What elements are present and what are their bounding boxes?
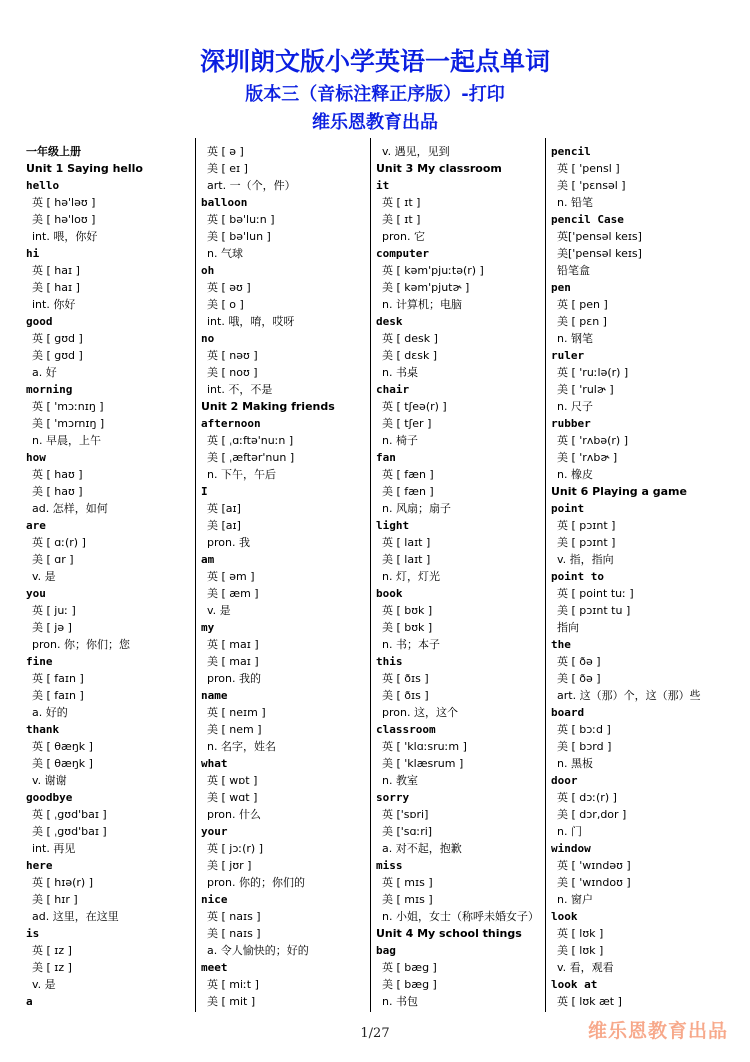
- vocab-word: hello: [26, 179, 60, 192]
- entry-detail: 英 [ ˌɑːftə'nuːn ]: [207, 434, 294, 447]
- word-column-4: [551, 143, 701, 1010]
- entry-detail: 英 [ bɔːd ]: [557, 723, 611, 736]
- entry-detail: 铅笔盒: [557, 264, 590, 277]
- entry-detail: 美 [ faɪn ]: [32, 689, 84, 702]
- entry-detail: 美 [ 'rulɚ ]: [557, 383, 614, 396]
- entry-detail: 美 [ bʊk ]: [382, 621, 433, 634]
- entry-detail: n. 下午，午后: [207, 468, 276, 481]
- entry-detail: 美 [ lʊk ]: [557, 944, 604, 957]
- page-title: 深圳朗文版小学英语一起点单词: [199, 47, 550, 76]
- entry-detail: 英 [ 'rʌbə(r) ]: [557, 434, 628, 447]
- entry-detail: 美 [ hə'loʊ ]: [32, 213, 96, 226]
- vocab-word: look: [551, 910, 578, 923]
- entry-detail: n. 书桌: [382, 366, 418, 379]
- entry-detail: 美 [ jʊr ]: [207, 859, 252, 872]
- entry-detail: n. 名字，姓名: [207, 740, 276, 753]
- entry-detail: 美 [ ɪt ]: [382, 213, 421, 226]
- entry-detail: pron. 什么: [207, 808, 261, 821]
- vocab-word: my: [201, 621, 215, 634]
- entry-detail: 美 [ tʃer ]: [382, 417, 432, 430]
- entry-detail: 英 [ bæg ]: [382, 961, 437, 974]
- entry-detail: 美 [ o ]: [207, 298, 244, 311]
- entry-detail: a. 对不起，抱歉: [382, 842, 462, 855]
- entry-detail: a. 好的: [32, 706, 68, 719]
- column-divider: [195, 138, 196, 1012]
- vocab-word: here: [26, 859, 53, 872]
- section-heading: 一年级上册: [26, 145, 81, 158]
- entry-detail: 英 [ lʊk ]: [557, 927, 604, 940]
- vocab-word: it: [376, 179, 390, 192]
- vocab-word: nice: [201, 893, 228, 906]
- entry-detail: n. 教室: [382, 774, 418, 787]
- entry-detail: n. 早晨，上午: [32, 434, 101, 447]
- entry-detail: 美 [ æm ]: [207, 587, 259, 600]
- entry-detail: v. 是: [207, 604, 231, 617]
- entry-detail: 英 [ desk ]: [382, 332, 438, 345]
- entry-detail: 美 [ 'mɔrnɪŋ ]: [32, 417, 105, 430]
- entry-detail: ad. 这里，在这里: [32, 910, 119, 923]
- entry-detail: v. 看，观看: [557, 961, 614, 974]
- entry-detail: 英 [ maɪ ]: [207, 638, 259, 651]
- entry-detail: 美 [ ðə ]: [557, 672, 601, 685]
- entry-detail: art. 这（那）个，这（那）些: [557, 689, 701, 702]
- vocab-word: chair: [376, 383, 410, 396]
- entry-detail: 英 [ ə ]: [207, 145, 244, 158]
- entry-detail: 英 [ point tuː ]: [557, 587, 634, 600]
- entry-detail: 英 [ bə'luːn ]: [207, 213, 275, 226]
- entry-detail: 英 [ əʊ ]: [207, 281, 251, 294]
- entry-detail: 美 [ ɪz ]: [32, 961, 72, 974]
- entry-detail: 英 [ haʊ ]: [32, 468, 83, 481]
- entry-detail: 英 [ tʃeə(r) ]: [382, 400, 447, 413]
- entry-detail: 英 [ 'mɔːnɪŋ ]: [32, 400, 104, 413]
- entry-detail: 英 [ hɪə(r) ]: [32, 876, 94, 889]
- entry-detail: 美 [ ˌæftər'nun ]: [207, 451, 295, 464]
- entry-detail: 美 [ hɪr ]: [32, 893, 78, 906]
- word-column-2: [201, 143, 335, 1010]
- entry-detail: 美 [ gʊd ]: [32, 349, 83, 362]
- publisher-line: 维乐恩教育出品: [312, 112, 438, 133]
- page-number: 1/27: [360, 1026, 390, 1041]
- vocab-word: sorry: [376, 791, 410, 804]
- entry-detail: 英 [ 'ruːlə(r) ]: [557, 366, 629, 379]
- vocab-word: miss: [376, 859, 403, 872]
- entry-detail: 英 [ laɪt ]: [382, 536, 431, 549]
- vocab-word: oh: [201, 264, 215, 277]
- entry-detail: 美 [ bɔrd ]: [557, 740, 612, 753]
- entry-detail: 英 [ ɪz ]: [32, 944, 72, 957]
- entry-detail: 美 [aɪ]: [207, 519, 241, 532]
- entry-detail: 美 [ ɑr ]: [32, 553, 74, 566]
- entry-detail: art. 一（个，件）: [207, 179, 296, 192]
- vocab-word: afternoon: [201, 417, 261, 430]
- vocab-word: rubber: [551, 417, 591, 430]
- vocab-word: what: [201, 757, 228, 770]
- entry-detail: 英 [ pen ]: [557, 298, 608, 311]
- entry-detail: ad. 怎样，如何: [32, 502, 108, 515]
- entry-detail: 美 [ bæg ]: [382, 978, 437, 991]
- entry-detail: 英 [ bʊk ]: [382, 604, 433, 617]
- entry-detail: a. 令人愉快的；好的: [207, 944, 309, 957]
- entry-detail: 美 [ ðɪs ]: [382, 689, 429, 702]
- entry-detail: int. 喂，你好: [32, 230, 98, 243]
- section-heading: Unit 1 Saying hello: [26, 162, 143, 175]
- vocab-word: is: [26, 927, 40, 940]
- section-heading: Unit 6 Playing a game: [551, 485, 687, 498]
- vocab-word: the: [551, 638, 571, 651]
- entry-detail: pron. 我: [207, 536, 250, 549]
- entry-detail: 英 [ lʊk æt ]: [557, 995, 622, 1008]
- entry-detail: pron. 它: [382, 230, 425, 243]
- entry-detail: 美 [ pɔɪnt tu ]: [557, 604, 631, 617]
- entry-detail: n. 门: [557, 825, 582, 838]
- entry-detail: 美 [ jə ]: [32, 621, 72, 634]
- vocab-word: your: [201, 825, 228, 838]
- entry-detail: 美 [ bə'lun ]: [207, 230, 271, 243]
- entry-detail: n. 铅笔: [557, 196, 593, 209]
- entry-detail: v. 是: [32, 978, 56, 991]
- vocab-word: good: [26, 315, 53, 328]
- entry-detail: 美 [ kəm'pjutɚ ]: [382, 281, 470, 294]
- entry-detail: 美 [ maɪ ]: [207, 655, 259, 668]
- entry-detail: 英 [ miːt ]: [207, 978, 259, 991]
- entry-detail: 美 [ mɪs ]: [382, 893, 433, 906]
- vocab-word: board: [551, 706, 585, 719]
- vocab-word: pencil Case: [551, 213, 624, 226]
- entry-detail: 英 [ 'klɑːsruːm ]: [382, 740, 467, 753]
- entry-detail: n. 灯，灯光: [382, 570, 440, 583]
- vocab-word: classroom: [376, 723, 436, 736]
- entry-detail: 英 [ hə'ləʊ ]: [32, 196, 96, 209]
- entry-detail: n. 风扇；扇子: [382, 502, 451, 515]
- entry-detail: pron. 这，这个: [382, 706, 458, 719]
- entry-detail: 英 [ 'wɪndəʊ ]: [557, 859, 631, 872]
- entry-detail: 美 [ dɛsk ]: [382, 349, 438, 362]
- entry-detail: n. 气球: [207, 247, 243, 260]
- entry-detail: 英 [ 'pensl ]: [557, 162, 620, 175]
- word-column-1: [26, 143, 143, 1010]
- entry-detail: v. 是: [32, 570, 56, 583]
- vocab-word: bag: [376, 944, 396, 957]
- section-heading: Unit 3 My classroom: [376, 162, 502, 175]
- entry-detail: 英 [aɪ]: [207, 502, 241, 515]
- entry-detail: 英 [ θæŋk ]: [32, 740, 93, 753]
- vocab-word: point to: [551, 570, 604, 583]
- entry-detail: 英 [ ðɪs ]: [382, 672, 429, 685]
- vocab-word: this: [376, 655, 403, 668]
- vocab-word: name: [201, 689, 228, 702]
- entry-detail: 英['pensəl keɪs]: [557, 230, 642, 243]
- entry-detail: 美 [ fæn ]: [382, 485, 434, 498]
- entry-detail: 英 [ haɪ ]: [32, 264, 80, 277]
- entry-detail: 英 [ neɪm ]: [207, 706, 266, 719]
- entry-detail: v. 谢谢: [32, 774, 67, 787]
- entry-detail: 英 [ dɔː(r) ]: [557, 791, 617, 804]
- vocab-word: pencil: [551, 145, 591, 158]
- vocab-word: window: [551, 842, 591, 855]
- entry-detail: n. 橡皮: [557, 468, 593, 481]
- entry-detail: 英 [ juː ]: [32, 604, 76, 617]
- vocab-word: light: [376, 519, 410, 532]
- entry-detail: 英 [ faɪn ]: [32, 672, 84, 685]
- watermark: 维乐恩教育出品: [588, 1020, 729, 1042]
- entry-detail: 美 [ haʊ ]: [32, 485, 83, 498]
- entry-detail: 美 [ pɔɪnt ]: [557, 536, 616, 549]
- entry-detail: 英 [ pɔɪnt ]: [557, 519, 616, 532]
- column-divider: [370, 138, 371, 1012]
- column-divider: [545, 138, 546, 1012]
- vocab-word: point: [551, 502, 585, 515]
- entry-detail: n. 书包: [382, 995, 418, 1008]
- vocab-word: fan: [376, 451, 396, 464]
- entry-detail: n. 书；本子: [382, 638, 440, 651]
- vocab-word: a: [26, 995, 33, 1008]
- entry-detail: 指向: [557, 621, 579, 634]
- vocab-word: you: [26, 587, 46, 600]
- entry-detail: 美 [ haɪ ]: [32, 281, 80, 294]
- entry-detail: 美 [ 'wɪndoʊ ]: [557, 876, 631, 889]
- vocab-word: door: [551, 774, 578, 787]
- vocab-word: goodbye: [26, 791, 73, 804]
- vocab-word: are: [26, 519, 46, 532]
- vocab-word: computer: [376, 247, 429, 260]
- entry-detail: 美 [ ˌgʊd'baɪ ]: [32, 825, 107, 838]
- vocab-word: am: [201, 553, 215, 566]
- vocab-word: meet: [201, 961, 228, 974]
- entry-detail: int. 再见: [32, 842, 76, 855]
- entry-detail: a. 好: [32, 366, 57, 379]
- entry-detail: 美 [ laɪt ]: [382, 553, 431, 566]
- entry-detail: n. 尺子: [557, 400, 593, 413]
- entry-detail: 美 [ 'rʌbɚ ]: [557, 451, 618, 464]
- entry-detail: 美 [ wɑt ]: [207, 791, 258, 804]
- entry-detail: 英 [ jɔː(r) ]: [207, 842, 263, 855]
- entry-detail: pron. 我的: [207, 672, 261, 685]
- vocab-word: ruler: [551, 349, 585, 362]
- vocab-word: desk: [376, 315, 403, 328]
- entry-detail: v. 遇见，见到: [382, 145, 450, 158]
- entry-detail: 英 ['sɒri]: [382, 808, 429, 821]
- vocab-word: no: [201, 332, 215, 345]
- entry-detail: 英 [ gʊd ]: [32, 332, 83, 345]
- entry-detail: 英 [ ðə ]: [557, 655, 601, 668]
- entry-detail: 美 [ 'pɛnsəl ]: [557, 179, 626, 192]
- entry-detail: 英 [ nəʊ ]: [207, 349, 258, 362]
- vocab-word: book: [376, 587, 403, 600]
- entry-detail: 英 [ ɪt ]: [382, 196, 421, 209]
- entry-detail: 美 [ naɪs ]: [207, 927, 261, 940]
- entry-detail: 美 [ nem ]: [207, 723, 262, 736]
- vocab-word: hi: [26, 247, 40, 260]
- entry-detail: pron. 你的；你们的: [207, 876, 305, 889]
- entry-detail: n. 黑板: [557, 757, 593, 770]
- entry-detail: 美 [ θæŋk ]: [32, 757, 93, 770]
- entry-detail: 英 [ wɒt ]: [207, 774, 258, 787]
- entry-detail: 美['pensəl keɪs]: [557, 247, 642, 260]
- section-heading: Unit 4 My school things: [376, 927, 522, 940]
- entry-detail: 美 [ pɛn ]: [557, 315, 607, 328]
- entry-detail: int. 不，不是: [207, 383, 273, 396]
- vocab-word: how: [26, 451, 46, 464]
- entry-detail: n. 小姐，女士（称呼未婚女子）: [382, 910, 539, 923]
- vocab-word: I: [201, 485, 208, 498]
- entry-detail: 英 [ ɑː(r) ]: [32, 536, 86, 549]
- page-subtitle: 版本三（音标注释正序版）-打印: [245, 84, 505, 105]
- vocab-word: thank: [26, 723, 60, 736]
- entry-detail: 美 ['sɑːri]: [382, 825, 433, 838]
- vocab-word: fine: [26, 655, 53, 668]
- vocab-word: pen: [551, 281, 571, 294]
- entry-detail: 美 [ mit ]: [207, 995, 256, 1008]
- entry-detail: 英 [ əm ]: [207, 570, 255, 583]
- entry-detail: 英 [ mɪs ]: [382, 876, 433, 889]
- vocab-word: morning: [26, 383, 73, 396]
- entry-detail: 美 [ dɔr,dor ]: [557, 808, 627, 821]
- entry-detail: 美 [ noʊ ]: [207, 366, 258, 379]
- section-heading: Unit 2 Making friends: [201, 400, 335, 413]
- vocab-word: balloon: [201, 196, 248, 209]
- entry-detail: n. 计算机；电脑: [382, 298, 462, 311]
- entry-detail: pron. 你；你们；您: [32, 638, 130, 651]
- entry-detail: int. 哦，唷，哎呀: [207, 315, 295, 328]
- vocab-word: look at: [551, 978, 598, 991]
- entry-detail: n. 钢笔: [557, 332, 593, 345]
- entry-detail: 美 [ eɪ ]: [207, 162, 248, 175]
- entry-detail: v. 指，指向: [557, 553, 614, 566]
- entry-detail: 美 [ 'klæsrum ]: [382, 757, 464, 770]
- entry-detail: 英 [ kəm'pjuːtə(r) ]: [382, 264, 484, 277]
- entry-detail: n. 窗户: [557, 893, 593, 906]
- word-column-3: [376, 143, 539, 1010]
- entry-detail: int. 你好: [32, 298, 76, 311]
- entry-detail: n. 椅子: [382, 434, 418, 447]
- entry-detail: 英 [ ˌgʊd'baɪ ]: [32, 808, 107, 821]
- entry-detail: 英 [ fæn ]: [382, 468, 434, 481]
- entry-detail: 英 [ naɪs ]: [207, 910, 261, 923]
